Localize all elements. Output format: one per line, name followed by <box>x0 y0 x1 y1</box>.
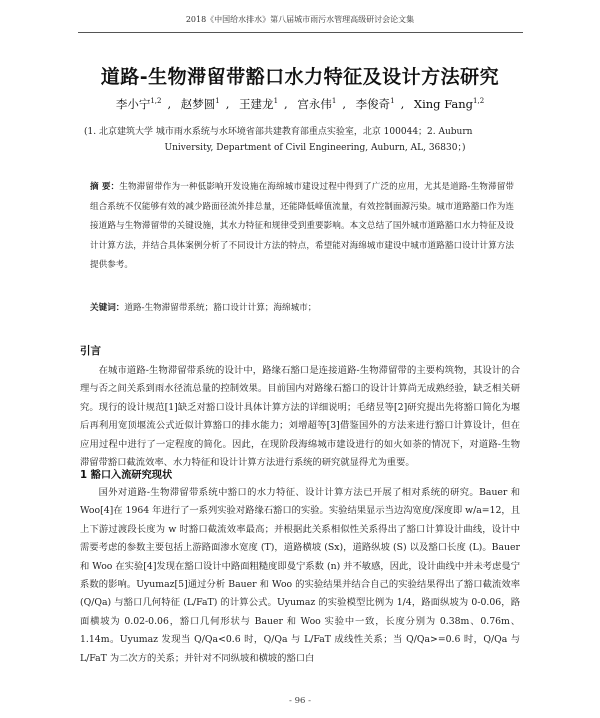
abstract <box>90 178 514 276</box>
header-rule <box>78 32 523 33</box>
author: 李小宁$^{1,2}$ <box>115 97 162 111</box>
section-heading-intro: 引言 <box>80 345 101 357</box>
keywords <box>90 301 514 313</box>
paper-title: 道路-生物滞留带豁口水力特征及设计方法研究 <box>100 66 500 88</box>
author: 宫永伟$^1$ <box>297 97 337 111</box>
keywords-label: 关键词： <box>90 303 125 313</box>
author-list: 李小宁$^{1,2}$ , 赵梦圆$^1$ , 王建龙$^1$ , 宫永伟$^1$ , 李俊奇$^1$ , Xing Fang$^{1,2}$ <box>115 97 485 111</box>
intro-paragraph: 在城市道路-生物滞留带系统的设计中，路缘石豁口是连接道路-生物滞留带的主要构筑物，其设计的合理与否之间关系到雨水径流总量的控制效果。目前国内对路缘石豁口的设计计算尚无成熟经验，缺乏相关研究。现行的设计规范[1]缺乏对豁口设计具体计算方法的详细说明；毛绪昱等[2]研究提出先将豁口简化为堰后再利用宽顶堰流公式近似计算豁口的排水能力；刘增超等[3]借鉴国外的方法来进行豁口计算设计，但在应用过程中进行了一定程度的简化。因此，在现阶段海绵城市建设进行的如火如荼的情况下，对道路-生物滞留带豁口截流效率、水力特征和设计计算方法进行系统的研究就显得尤为重要。 <box>80 365 520 469</box>
affiliation-line-1: (1. 北京建筑大学 城市雨水系统与水环境省部共建教育部重点实验室，北京 100044；2. Auburn <box>84 127 473 137</box>
abstract-text: 生物滞留带作为一种低影响开发设施在海绵城市建设过程中得到了广泛的应用，尤其是道路-生物滞留带组合系统不仅能够有效的减少路面径流外排总量，还能降低峰值流量，有效控制面源污染。城市道路豁口作为连接道路与生物滞留带的关键设施，其水力特征和规律受到重要影响。本文总结了国外城市道路豁口水力特征及设计计算方法，并结合具体案例分析了不同设计方法的特点，希望能对海绵城市建设中城市道路豁口设计计算方法提供参考。 <box>90 182 514 271</box>
section-1-paragraph: 国外对道路-生物滞留带系统中豁口的水力特征、设计计算方法已开展了相对系统的研究。Bauer 和 Woo[4]在 1964 年进行了一系列实验对路缘石豁口的实验。实验结果显示当边沟宽度/深度即 w/a=12，且上下游过渡段长度为 w 时豁口截流效率最高；并根据此关系相似性关系得出了豁口计算设计曲线，设计中需要考虑的参数主要包括上游路面渗水宽度 (T)，道路横坡 (Sx)，道路纵坡 (S) 以及豁口长度 (L)。Bauer 和 Woo 在实验[4]发现在豁口设计中路面粗糙度即曼宁系数 (n) 并不敏感，因此，设计曲线中并未考虑曼宁系数的影响。Uyumaz[5]通过分析 Bauer 和 Woo 的实验结果并结合自己的实验结果得出了豁口截流效率 (Q/Qa) 与豁口几何特征 (L/FaT) 的计算公式。Uyumaz 的实验模型比例为 1/4，路面纵坡为 0-0.06，路面横坡为 0.02-0.06，豁口几何形状与 Bauer 和 Woo 实验中一致，长度分别为 0.38m、0.76m、1.14m。Uyumaz 发现当 Q/Qa<0.6 时，Q/Qa 与 L/FaT 成线性关系；当 Q/Qa>=0.6 时，Q/Qa 与 L/FaT 为二次方的关系；并针对不同纵坡和横坡的豁口白 <box>80 487 520 664</box>
author: Xing Fang$^{1,2}$ <box>413 97 485 111</box>
page-number: - 96 - <box>289 696 311 706</box>
section-heading-1: 1 豁口入流研究现状 <box>80 470 173 481</box>
abstract-label: 摘 要： <box>90 182 120 192</box>
author: 王建龙$^1$ <box>239 97 279 111</box>
affiliation-line-2: University, Department of Civil Engineering, Auburn, AL, 36830；) <box>164 143 466 153</box>
author: 赵梦圆$^1$ <box>180 97 220 111</box>
keywords-text: 道路-生物滞留带系统；豁口设计计算；海绵城市； <box>124 303 317 313</box>
running-head: 2018《中国给水排水》第八届城市雨污水管理高级研讨会论文集 <box>185 15 415 24</box>
author: 李俊奇$^1$ <box>355 97 395 111</box>
